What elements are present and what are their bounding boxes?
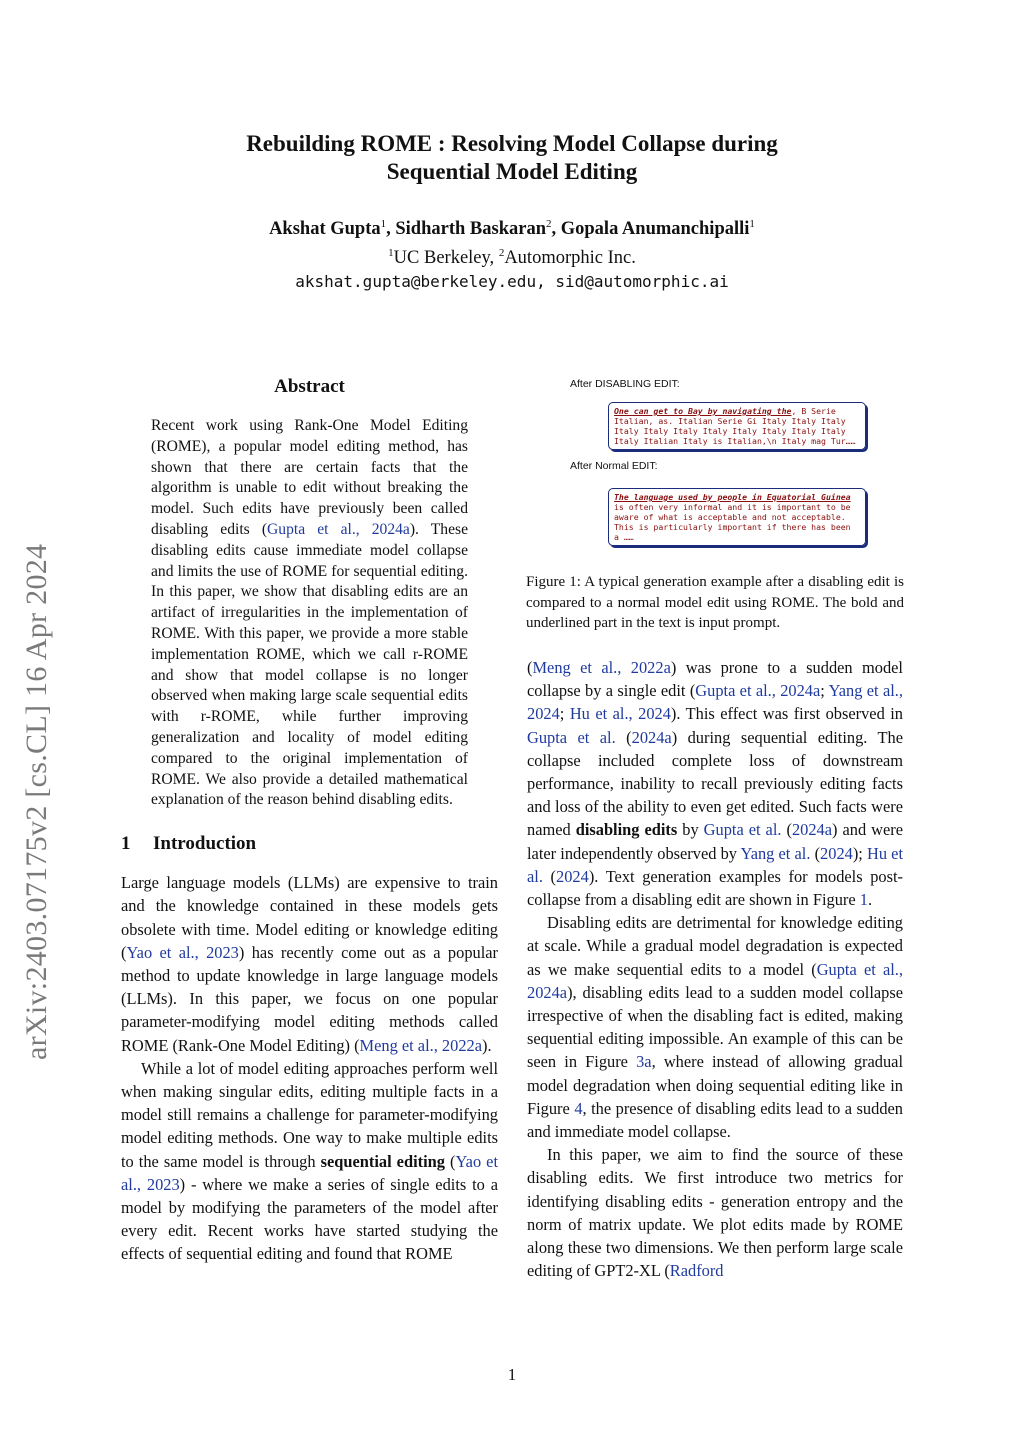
author-emails: akshat.gupta@berkeley.edu, sid@automorphic.ai [295, 272, 729, 292]
page-number: 1 [507, 1365, 517, 1384]
intro-paragraph-2 [121, 1057, 498, 1266]
title-line-1: Rebuilding ROME : Resolving Model Collapse during [246, 131, 778, 156]
text-run: ; [559, 704, 570, 724]
institution: UC Berkeley, [393, 248, 499, 269]
text-run: ), disabling edits lead to a sudden model collapse irrespective of when the disabling fact is edited, making sequential editing impossible. An example of this can be seen in Figure [527, 982, 903, 1072]
intro-paragraph-1 [121, 871, 498, 1057]
text-run: ); [852, 843, 867, 863]
text-run: ) - where we make a series of single edits to a model by modifying the parameters of the model after every edit. Recent works have started studying the effects of sequential editing and found that ROME [121, 1174, 498, 1264]
figure-1 [526, 378, 904, 634]
generated-text: is often very informal and it is important to be aware of what is acceptable and not acceptable. This is particularly important if there has been a …… [614, 502, 851, 542]
author-name: , Gopala Anumanchipalli [551, 219, 750, 240]
title-block [0, 130, 1024, 294]
citation-link[interactable]: Gupta et al. [527, 727, 616, 747]
right-paragraph-1 [527, 656, 903, 911]
section-number: 1 [121, 833, 131, 855]
input-prompt: One can get to Bay by navigating the [614, 406, 792, 416]
affiliations [0, 241, 1024, 270]
citation-link[interactable]: Hu et al. [527, 843, 904, 886]
abstract-text-run: ). These disabling edits cause immediate model collapse and limits the use of ROME for sequential editing. In this paper, we show that disabling edits are an artifact of irregularities in the implementation of ROME. With this paper, we provide a more stable implementation ROME, which we call r-ROME and show that model collapse is no longer observed when making large scale sequential edits with r-ROME, while further improving generalization and locality of model editing compared to the original implementation of ROME. We also provide a detailed mathematical explanation of the reason behind disabling edits. [151, 520, 469, 809]
citation-link[interactable]: 2024 [556, 866, 589, 886]
text-run: ). [482, 1035, 492, 1055]
generated-text: , B Serie Italian, as. Italian Serie Gi Italy Italy Italy Italy Italy Italy Italy Italy Italy Italy Italy Italy Italian Italy is Italian,\n Italy mag Tur…… [614, 406, 856, 446]
citation-link[interactable]: Radford [669, 1261, 724, 1281]
citation-link[interactable]: Meng et al., 2022a [532, 658, 671, 677]
input-prompt: The language used by people in Equatorial Guinea [614, 492, 851, 502]
citation-link[interactable]: Yao et al., 2023 [121, 1151, 499, 1194]
arxiv-identifier: arXiv:2403.07175v2 [cs.CL] 16 Apr 2024 [20, 543, 53, 1060]
affiliation-marker: 1 [388, 247, 394, 260]
citation-link[interactable]: Meng et al., 2022a [359, 1035, 482, 1055]
text-run: ( [810, 843, 821, 863]
citation-link[interactable]: Gupta et al., 2024a [267, 520, 410, 538]
figure-label-disabling: After DISABLING EDIT: [570, 378, 680, 390]
figure-label-normal: After Normal EDIT: [570, 460, 658, 472]
citation-link[interactable]: 2024a [631, 727, 672, 747]
right-column [527, 656, 903, 1282]
text-run: ) was prone to a sudden model collapse by a single edit ( [527, 658, 903, 701]
left-column [121, 376, 498, 1266]
figure-reference-link[interactable]: 4 [574, 1098, 583, 1118]
text-run: Disabling edits are detrimental for knowledge editing at scale. While a gradual model degradation is expected as we make sequential edits to a model ( [527, 913, 903, 979]
text-run: Large language models (LLMs) are expensive to train and the knowledge contained in these models gets obsolete with time. Model editing or knowledge editing ( [121, 873, 498, 962]
citation-link[interactable]: Gupta et al., 2024a [527, 959, 903, 1002]
text-run: ( [527, 658, 533, 677]
institution: Automorphic Inc. [504, 248, 636, 269]
generation-box-normal [608, 488, 866, 546]
text-run: ( [781, 820, 792, 840]
text-run: by [677, 820, 704, 840]
citation-link[interactable]: Gupta et al., 2024a [695, 681, 821, 701]
citation-link[interactable]: Gupta et al. [703, 820, 782, 840]
author-list [0, 212, 1024, 241]
bold-term: sequential editing [320, 1151, 445, 1171]
citation-link[interactable]: Yang et al. [740, 843, 811, 863]
text-run: , where instead of allowing gradual model degradation when doing sequential editing like in Figure [527, 1052, 903, 1118]
text-run: ) and were later independently observed by [527, 820, 903, 863]
citation-link[interactable]: Yang et al., 2024 [527, 681, 903, 724]
citation-link[interactable]: Hu et al., 2024 [569, 704, 671, 724]
generation-box-disabling [608, 402, 866, 450]
affiliation-marker: 1 [749, 218, 755, 230]
author-name: Akshat Gupta [269, 219, 381, 240]
affiliation-marker: 1 [380, 218, 387, 230]
text-run: ). Text generation examples for models post-collapse from a disabling edit are shown in Figure [527, 866, 904, 910]
citation-link[interactable]: Yao et al., 2023 [126, 942, 239, 962]
affiliation-marker: 2 [546, 218, 552, 230]
text-run: ; [820, 681, 829, 701]
section-heading-introduction [121, 833, 498, 855]
right-paragraph-3 [527, 1143, 903, 1282]
citation-link[interactable]: 2024a [791, 820, 833, 840]
text-run: ) during sequential editing. The collapse included complete loss of downstream performance, inability to recall previously editing facts and loss of the ability to even get edited. Such facts were named [527, 727, 904, 840]
figure-reference-link[interactable]: 3a [636, 1052, 652, 1072]
section-title: Introduction [153, 833, 257, 855]
text-run: While a lot of model editing approaches perform well when making singular edits, editing multiple facts in a model still remains a challenge for parameter-modifying model editing methods. One way to make multiple edits to the same model is through [121, 1058, 498, 1171]
bold-term: disabling edits [575, 820, 678, 840]
text-run: ). This effect was first observed in [670, 704, 903, 724]
affiliation-marker: 2 [498, 247, 505, 260]
text-run: ( [444, 1151, 456, 1171]
paper-title [0, 130, 1024, 186]
text-run: , the presence of disabling edits lead to a sudden and immediate model collapse. [527, 1098, 903, 1142]
author-name: , Sidharth Baskaran [386, 219, 546, 240]
citation-link[interactable]: 2024 [820, 843, 853, 863]
abstract-text-run: Recent work using Rank-One Model Editing (ROME), a popular model editing method, has shown that there are certain facts that the algorithm is unable to edit without breaking the model. Such edits have previously been called disabling edits ( [151, 417, 468, 538]
text-run: ) has recently come out as a popular method to update knowledge in large language models (LLMs). In this paper, we focus on one popular parameter-modifying model editing methods called ROME (Rank-One Model Editing) ( [121, 942, 499, 1055]
text-run: ( [542, 866, 557, 886]
figure-caption: Figure 1: A typical generation example after a disabling edit is compared to a normal model edit using ROME. The bold and underlined part in the text is input prompt. [526, 574, 904, 631]
figure-reference-link[interactable]: 1 [859, 890, 868, 910]
abstract-text [151, 416, 468, 811]
abstract-heading: Abstract [274, 376, 345, 397]
text-run: . [867, 890, 873, 910]
title-line-2: Sequential Model Editing [386, 159, 638, 184]
text-run: In this paper, we aim to find the source of these disabling edits. We first introduce two metrics for identifying disabling edits - generation entropy and the norm of matrix update. We plot edits made by ROME along these two dimensions. We then perform large scale editing of GPT2-XL ( [527, 1145, 903, 1281]
text-run: ( [615, 727, 632, 747]
right-paragraph-2 [527, 911, 903, 1143]
